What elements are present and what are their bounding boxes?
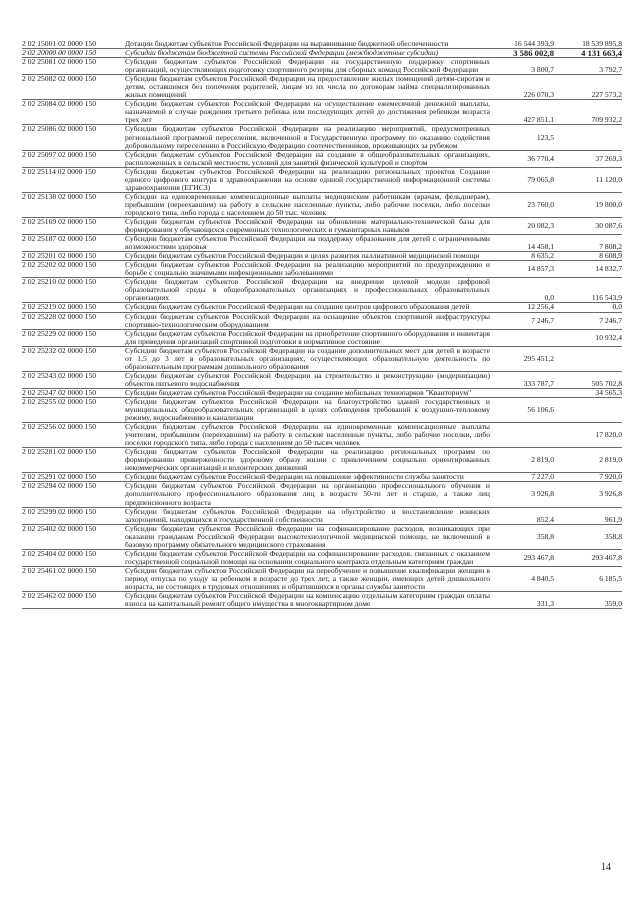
- classification-code: 2 02 25229 02 0000 150: [22, 329, 125, 346]
- classification-code: 2 02 15001 02 0000 150: [22, 40, 125, 49]
- amount-year-1: 358,8: [490, 524, 554, 549]
- table-row: [22, 192, 622, 217]
- budget-revenue-table: [22, 40, 622, 609]
- revenue-description: Субсидии бюджетам субъектов Российской Федерации на переобучение и повышение квалификации женщин в период отпуска по уходу за ребенком в возрасте до трех лет, а также женщин, имеющих детей дошкольного возраста, не состоящих в трудовых отношениях и обратившихся в органы службы занятости: [125, 565, 490, 591]
- amount-year-2: 37 269,3: [554, 150, 622, 167]
- page-number: 14: [601, 862, 611, 873]
- table-row: [22, 278, 622, 303]
- revenue-description: Субсидии бюджетам субъектов Российской Федерации на обустройство и восстановление воинских захоронений, находящихся в государственной собственности: [125, 506, 490, 524]
- amount-year-1: 293 467,8: [490, 549, 554, 566]
- classification-code: 2 02 25138 02 0000 150: [22, 192, 125, 217]
- amount-year-2: [554, 397, 622, 422]
- classification-code: 2 02 25247 02 0000 150: [22, 388, 125, 397]
- classification-code: 2 02 25256 02 0000 150: [22, 423, 125, 448]
- amount-year-1: 2 819,0: [490, 448, 554, 473]
- classification-code: 2 02 25404 02 0000 150: [22, 549, 125, 566]
- amount-year-1: 7 227,0: [490, 473, 554, 482]
- table-row: [22, 125, 622, 150]
- amount-year-1: 123,5: [490, 125, 554, 150]
- document-page: [22, 40, 622, 609]
- table-row: [22, 303, 622, 312]
- amount-year-2: 4 131 663,4: [554, 49, 622, 58]
- revenue-description: Субсидии бюджетам субъектов Российской Федерации на реализацию региональных программ по формированию приверженности здоровому образу жизни с привлечением социально ориентированных некоммерческих организаций и волонтерских движений: [125, 447, 490, 473]
- classification-code: 2 02 25461 02 0000 150: [22, 566, 125, 591]
- amount-year-2: 116 543,9: [554, 278, 622, 303]
- revenue-description: Субсидии бюджетам субъектов Российской Федерации на государственную поддержку спортивных организаций, осуществляющих подготовку спортивного резерва для сборных команд Российской Федерации: [125, 57, 490, 75]
- table-row: [22, 397, 622, 422]
- revenue-description: Субсидии бюджетам субъектов Российской Федерации на повышение эффективности службы занятости: [125, 473, 490, 482]
- amount-year-2: 30 087,6: [554, 217, 622, 234]
- amount-year-2: 14 832,7: [554, 261, 622, 278]
- classification-code: 2 02 25219 02 0000 150: [22, 303, 125, 312]
- amount-year-2: 505 702,8: [554, 371, 622, 388]
- classification-code: 2 02 25255 02 0000 150: [22, 397, 125, 422]
- revenue-description: Субсидии бюджетам субъектов Российской Федерации на предоставление жилых помещений детям-сиротам и детям, оставшимся без попечения родителей, лицам из их числа по договорам найма специализированных жилых помещений: [125, 74, 490, 100]
- amount-year-1: [490, 329, 554, 346]
- table-row: [22, 592, 622, 609]
- amount-year-1: 3 926,8: [490, 482, 554, 507]
- amount-year-1: 12 256,4: [490, 303, 554, 312]
- classification-code: 2 02 25228 02 0000 150: [22, 312, 125, 329]
- amount-year-1: 79 065,8: [490, 167, 554, 192]
- classification-code: 2 02 25081 02 0000 150: [22, 58, 125, 75]
- table-row: [22, 329, 622, 346]
- amount-year-1: 0,0: [490, 278, 554, 303]
- amount-year-1: [490, 423, 554, 448]
- amount-year-2: 227 573,2: [554, 75, 622, 100]
- table-row: [22, 346, 622, 371]
- revenue-description: Субсидии бюджетам субъектов Российской Федерации на создание дополнительных мест для детей в возрасте от 1,5 до 3 лет в образовательных организациях, осуществляющих образовательную деятельность по образовательным программам дошкольного образования: [125, 345, 490, 371]
- revenue-description: Субсидии бюджетам субъектов Российской Федерации на строительство и реконструкцию (модернизацию) объектов питьевого водоснабжения: [125, 370, 490, 388]
- amount-year-1: 427 851,1: [490, 100, 554, 125]
- amount-year-1: [490, 388, 554, 397]
- table-row: [22, 167, 622, 192]
- classification-code: 2 02 20000 00 0000 150: [22, 49, 125, 58]
- amount-year-2: [554, 125, 622, 150]
- amount-year-1: 331,3: [490, 592, 554, 609]
- table-row: [22, 100, 622, 125]
- table-row: [22, 217, 622, 234]
- revenue-description: Субсидии бюджетам субъектов Российской Федерации на обновление материально-технической базы для формирования у обучающихся современных технологических и гуманитарных навыков: [125, 216, 490, 235]
- revenue-description: Субсидии бюджетам субъектов Российской Федерации на приобретение спортивного оборудования и инвентаря для приведения организаций спортивной подготовки в нормативное состояние: [125, 328, 490, 346]
- revenue-description: Субсидии бюджетам субъектов Российской Федерации на осуществление ежемесячной денежной выплаты, назначаемой в случае рождения третьего ребенка или последующих детей до достижения ребенком возраста трех лет: [125, 99, 490, 125]
- amount-year-2: 293 467,8: [554, 549, 622, 566]
- revenue-description: Субсидии бюджетам субъектов Российской Федерации на внедрение целевой модели цифровой образовательной среды в общеобразовательных организациях и профессиональных образовательных организациях: [125, 277, 490, 303]
- amount-year-1: 3 800,7: [490, 58, 554, 75]
- classification-code: 2 02 25202 02 0000 150: [22, 261, 125, 278]
- revenue-description: Субсидии бюджетам субъектов Российской Федерации на создание мобильных технопарков "Кванториум": [125, 388, 490, 397]
- amount-year-1: 56 106,6: [490, 397, 554, 422]
- amount-year-1: 7 246,7: [490, 312, 554, 329]
- amount-year-1: 20 082,3: [490, 217, 554, 234]
- amount-year-2: 359,0: [554, 592, 622, 609]
- amount-year-2: 11 120,0: [554, 167, 622, 192]
- table-row: [22, 312, 622, 329]
- revenue-description: Субсидии бюджетам субъектов Российской Федерации на благоустройство зданий государственных и муниципальных общеобразовательных организаций в целях соблюдения требований к воздушно-тепловому режиму, водоснабжению и канализации: [125, 396, 490, 423]
- classification-code: 2 02 25232 02 0000 150: [22, 346, 125, 371]
- amount-year-2: 358,8: [554, 524, 622, 549]
- amount-year-1: 226 070,3: [490, 75, 554, 100]
- classification-code: 2 02 25291 02 0000 150: [22, 473, 125, 482]
- amount-year-2: 961,9: [554, 507, 622, 524]
- amount-year-1: 36 770,4: [490, 150, 554, 167]
- amount-year-2: 2 819,0: [554, 448, 622, 473]
- classification-code: 2 02 25299 02 0000 150: [22, 507, 125, 524]
- classification-code: 2 02 25169 02 0000 150: [22, 217, 125, 234]
- amount-year-1: 4 840,5: [490, 566, 554, 591]
- amount-year-2: 6 185,5: [554, 566, 622, 591]
- amount-year-2: 7 808,2: [554, 235, 622, 252]
- revenue-description: Субсидии бюджетам субъектов Российской Федерации на реализацию мероприятий, предусмотренных региональной программой переселения, включенной в Государственную программу по оказанию содействия добровольному переселению в Российскую Федерацию соотечественников, проживающих за рубежом: [125, 124, 490, 150]
- amount-year-1: 3 586 002,8: [490, 49, 554, 58]
- table-row: [22, 566, 622, 591]
- amount-year-2: 709 932,2: [554, 100, 622, 125]
- amount-year-2: 19 800,0: [554, 192, 622, 217]
- table-row: [22, 482, 622, 507]
- revenue-description: Субсидии бюджетам субъектов Российской Федерации на компенсацию отдельным категориям граждан оплаты взноса на капитальный ремонт общего имущества в многоквартирном доме: [125, 591, 490, 609]
- table-row: [22, 524, 622, 549]
- table-row: [22, 549, 622, 566]
- amount-year-1: 14 458,1: [490, 235, 554, 252]
- revenue-description: Субсидии бюджетам субъектов Российской Федерации на поддержку образования для детей с ограниченными возможностями здоровья: [125, 234, 490, 252]
- classification-code: 2 02 25402 02 0000 150: [22, 524, 125, 549]
- amount-year-1: 23 760,0: [490, 192, 554, 217]
- table-row: [22, 448, 622, 473]
- amount-year-1: 295 451,2: [490, 346, 554, 371]
- amount-year-1: 16 544 393,9: [490, 40, 554, 49]
- classification-code: 2 02 25201 02 0000 150: [22, 252, 125, 261]
- revenue-description: Субсидии бюджетам бюджетной системы Российской Федерации (межбюджетные субсидии): [125, 49, 490, 58]
- table-row: [22, 150, 622, 167]
- classification-code: 2 02 25294 02 0000 150: [22, 482, 125, 507]
- amount-year-2: 3 792,7: [554, 58, 622, 75]
- amount-year-1: 14 857,3: [490, 261, 554, 278]
- amount-year-2: 0,0: [554, 303, 622, 312]
- revenue-description: Субсидии бюджетам субъектов Российской Федерации на создание в общеобразовательных организациях, расположенных в сельской местности, условий для занятий физической культурой и спортом: [125, 149, 490, 167]
- classification-code: 2 02 25114 02 0000 150: [22, 167, 125, 192]
- revenue-description: Субсидии бюджетам субъектов Российской Федерации на реализацию региональных проектов Создание единого цифрового контура в здравоохранении на основе единой государственной информационной системы здравоохранения (ЕГИСЗ): [125, 166, 490, 192]
- table-row: [22, 261, 622, 278]
- table-row: [22, 58, 622, 75]
- revenue-description: Субсидии бюджетам субъектов Российской Федерации на оснащение объектов спортивной инфраструктуры спортивно-технологическим оборудованием: [125, 311, 490, 329]
- amount-year-1: 8 635,2: [490, 252, 554, 261]
- table-row: [22, 371, 622, 388]
- amount-year-2: 34 565,3: [554, 388, 622, 397]
- table-row: [22, 75, 622, 100]
- revenue-description: Субсидии бюджетам субъектов Российской Федерации на софинансирование расходов, связанных с оказанием государственной социальной помощи на основании социального контракта отдельным категориям граждан: [125, 548, 490, 566]
- classification-code: 2 02 25082 02 0000 150: [22, 75, 125, 100]
- classification-code: 2 02 25281 02 0000 150: [22, 448, 125, 473]
- amount-year-2: 17 820,0: [554, 423, 622, 448]
- classification-code: 2 02 25084 02 0000 150: [22, 100, 125, 125]
- table-row: [22, 423, 622, 448]
- classification-code: 2 02 25462 02 0000 150: [22, 592, 125, 609]
- classification-code: 2 02 25243 02 0000 150: [22, 371, 125, 388]
- revenue-description: Дотации бюджетам субъектов Российской Федерации на выравнивание бюджетной обеспеченности: [125, 40, 490, 49]
- amount-year-2: 7 246,7: [554, 312, 622, 329]
- amount-year-2: 3 926,8: [554, 482, 622, 507]
- classification-code: 2 02 25086 02 0000 150: [22, 125, 125, 150]
- amount-year-2: 8 608,9: [554, 252, 622, 261]
- table-body: [22, 40, 622, 609]
- table-row: [22, 507, 622, 524]
- classification-code: 2 02 25097 02 0000 150: [22, 150, 125, 167]
- amount-year-1: 852,4: [490, 507, 554, 524]
- revenue-description: Субсидии бюджетам субъектов Российской Федерации на единовременные компенсационные выплаты учителям, прибывшим (переехавшим) на работу в сельские населенные пункты, либо рабочие поселки, либо поселки городского типа, либо города с населением до 50 тысяч человек: [125, 422, 490, 448]
- revenue-description: Субсидии бюджетам субъектов Российской Федерации в целях развития паллиативной медицинской помощи: [125, 252, 490, 261]
- classification-code: 2 02 25210 02 0000 150: [22, 278, 125, 303]
- revenue-description: Субсидии бюджетам субъектов Российской Федерации на организацию профессионального обучения и дополнительного профессионального образования лиц в возрасте 50-ти лет и старше, а также лиц предпенсионного возраста: [125, 481, 490, 507]
- amount-year-2: 10 932,4: [554, 329, 622, 346]
- table-row: [22, 235, 622, 252]
- amount-year-2: [554, 346, 622, 371]
- revenue-description: Субсидии на единовременные компенсационные выплаты медицинским работникам (врачам, фельдшерам), прибывшим (переехавшим) на работу в сельские населенные пункты, либо рабочие поселки, либо поселки городского типа, либо города с населением до 50 тыс. человек: [125, 191, 490, 217]
- classification-code: 2 02 25187 02 0000 150: [22, 235, 125, 252]
- revenue-description: Субсидии бюджетам субъектов Российской Федерации на софинансирование расходов, возникающих при оказании гражданам Российской Федерации высокотехнологичной медицинской помощи, не включенной в базовую программу обязательного медицинского страхования: [125, 523, 490, 549]
- revenue-description: Субсидии бюджетам субъектов Российской Федерации на реализацию мероприятий по предупреждению и борьбе с социально значимыми инфекционными заболеваниями: [125, 260, 490, 278]
- amount-year-2: 7 920,0: [554, 473, 622, 482]
- revenue-description: Субсидии бюджетам субъектов Российской Федерации на создание центров цифрового образования детей: [125, 303, 490, 312]
- amount-year-2: 18 539 895,8: [554, 40, 622, 49]
- amount-year-1: 333 787,7: [490, 371, 554, 388]
